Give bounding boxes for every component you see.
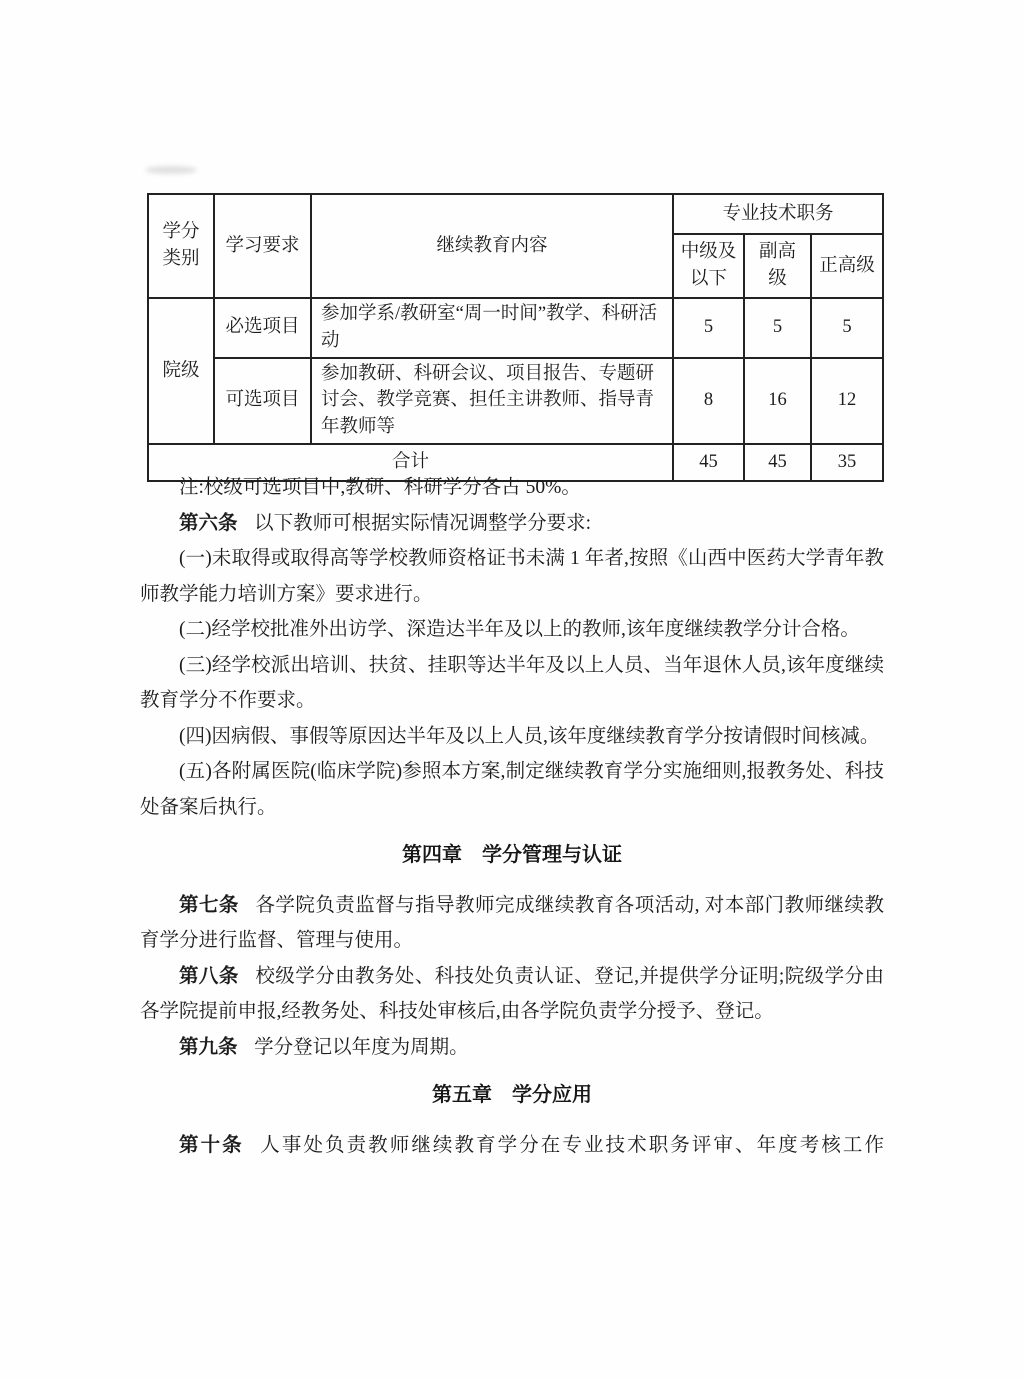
article-10-label: 第十条 [179,1133,244,1156]
cell-value: 12 [811,358,883,444]
article-9-label: 第九条 [179,1035,238,1058]
article-6 [140,506,884,542]
scan-artifact [145,166,197,174]
cell-value: 8 [673,358,744,444]
cell-value: 5 [744,298,811,358]
header-education-content: 继续教育内容 [311,194,673,298]
article-10 [140,1128,884,1164]
article-10-text: 人事处负责教师继续教育学分在专业技术职务评审、年度考核工作 [260,1134,884,1156]
item-4: (四)因病假、事假等原因达半年及以上人员,该年度继续教育学分按请假时间核减。 [179,725,880,747]
item-3: (三)经学校派出培训、扶贫、挂职等达半年及以上人员、当年退休人员,该年度继续教育学分不作要求。 [140,654,884,711]
article-7-text: 各学院负责监督与指导教师完成继续教育各项活动, 对本部门教师继续教育学分进行监督、管理与使用。 [140,894,884,951]
cell-content-optional: 参加教研、科研会议、项目报告、专题研讨会、教学竞赛、担任主讲教师、指导青年教师等 [311,358,673,444]
article-8 [140,959,884,1030]
header-study-requirement: 学习要求 [214,194,311,298]
item-2: (二)经学校批准外出访学、深造达半年及以上的教师,该年度继续教学分计合格。 [179,619,860,640]
chapter-5-heading [140,1078,884,1114]
article-7 [140,888,884,959]
item-1: (一)未取得或取得高等学校教师资格证书未满 1 年者,按照《山西中医药大学青年教师教学能力培训方案》要求进行。 [140,548,884,605]
cell-category-college-level: 院级 [148,298,214,444]
document-body [140,470,884,1163]
cell-total-label: 合计 [148,444,673,481]
table-row-required [148,298,883,358]
item-5: (五)各附属医院(临床学院)参照本方案,制定继续教育学分实施细则,报教务处、科技处备案后执行。 [140,761,884,818]
cell-total-value: 45 [744,444,811,481]
article-9 [140,1030,884,1066]
header-intermediate-and-below: 中级及 以下 [673,234,744,298]
chapter-4-label: 第四章 [402,844,462,866]
article-6-text: 以下教师可根据实际情况调整学分要求: [254,512,591,534]
article-6-label: 第六条 [179,511,238,534]
article-9-text: 学分登记以年度为周期。 [254,1036,469,1058]
cell-total-value: 35 [811,444,883,481]
article-7-label: 第七条 [179,893,239,916]
note-paragraph: 注:校级可选项目中,教研、科研学分各占 50%。 [179,477,581,498]
chapter-4-title: 学分管理与认证 [482,844,622,866]
cell-requirement-required: 必选项目 [214,298,311,358]
cell-value: 16 [744,358,811,444]
cell-requirement-optional: 可选项目 [214,358,311,444]
cell-value: 5 [673,298,744,358]
chapter-4-heading [140,838,884,874]
header-associate-senior: 副高级 [744,234,811,298]
chapter-5-label: 第五章 [432,1084,492,1106]
cell-content-required: 参加学系/教研室“周一时间”教学、科研活动 [311,298,673,358]
header-full-senior: 正高级 [811,234,883,298]
header-credit-category: 学分 类别 [148,194,214,298]
chapter-5-title: 学分应用 [512,1084,592,1106]
cell-total-value: 45 [673,444,744,481]
cell-value: 5 [811,298,883,358]
table-row-optional [148,358,883,444]
credit-table [147,193,884,482]
article-8-label: 第八条 [179,964,239,987]
header-professional-title-group: 专业技术职务 [673,194,883,234]
article-8-text: 校级学分由教务处、科技处负责认证、登记,并提供学分证明;院级学分由各学院提前申报,经教务处、科技处审核后,由各学院负责学分授予、登记。 [140,965,884,1022]
